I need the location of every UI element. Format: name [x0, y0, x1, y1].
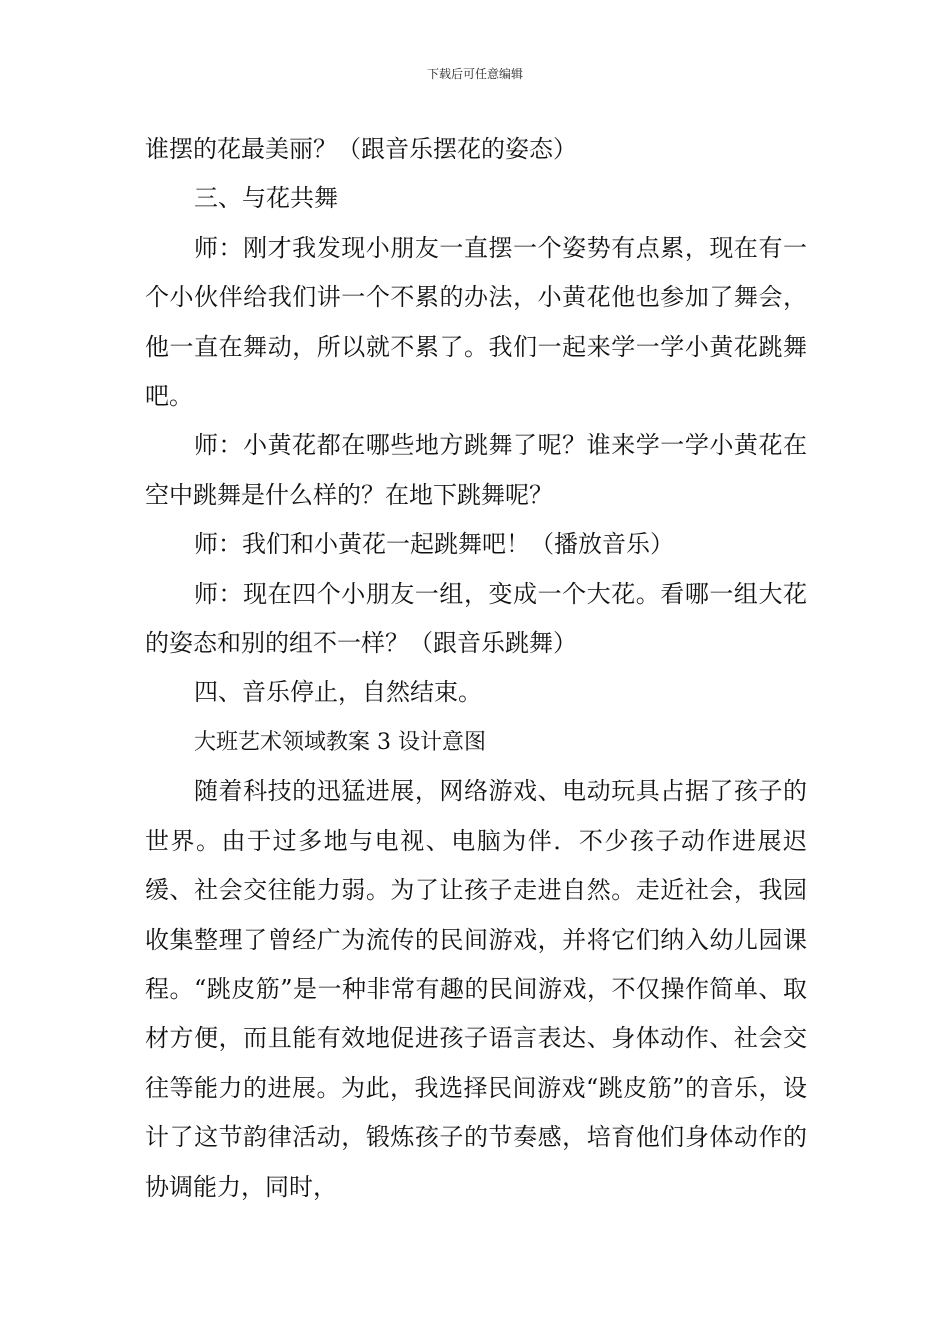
section-heading-3: 三、与花共舞 — [194, 184, 338, 213]
paragraph-continuation: 谁摆的花最美丽？（跟音乐摆花的姿态） — [145, 135, 577, 163]
paragraph: 师：小黄花都在哪些地方跳舞了呢？谁来学一学小黄花在空中跳舞是什么样的？在地下跳舞呢？ — [145, 431, 807, 509]
paragraph: 师：我们和小黄花一起跳舞吧！（播放音乐） — [194, 530, 674, 559]
paragraph: 师：现在四个小朋友一组，变成一个大花。看哪一组大花的姿态和别的组不一样？（跟音乐跳舞） — [145, 579, 807, 658]
paragraph: 师：刚才我发现小朋友一直摆一个姿势有点累，现在有一个小伙伴给我们讲一个不累的办法，小黄花他也参加了舞会，他一直在舞动，所以就不累了。我们一起来学一学小黄花跳舞吧。 — [145, 233, 807, 411]
page-header: 下载后可任意编辑 — [426, 67, 523, 81]
lesson-plan-heading: 大班艺术领域教案 3 设计意图 — [194, 729, 486, 755]
document-body — [145, 125, 807, 1212]
section-heading-4: 四、音乐停止，自然结束。 — [194, 678, 482, 707]
paragraph: 随着科技的迅猛进展，网络游戏、电动玩具占据了孩子的世界。由于过多地与电视、电脑为伴．不少孩子动作进展迟缓、社会交往能力弱。为了让孩子走进自然。走近社会，我园收集整理了曾经广为流传的民间游戏，并将它们纳入幼儿园课程。“跳皮筋”是一种非常有趣的民间游戏，不仅操作简单、取材方便，而且能有效地促进孩子语言表达、身体动作、社会交往等能力的进展。为此，我选择民间游戏“跳皮筋”的音乐，设计了这节韵律活动，锻炼孩子的节奏感，培育他们身体动作的协调能力，同时， — [145, 777, 807, 1201]
